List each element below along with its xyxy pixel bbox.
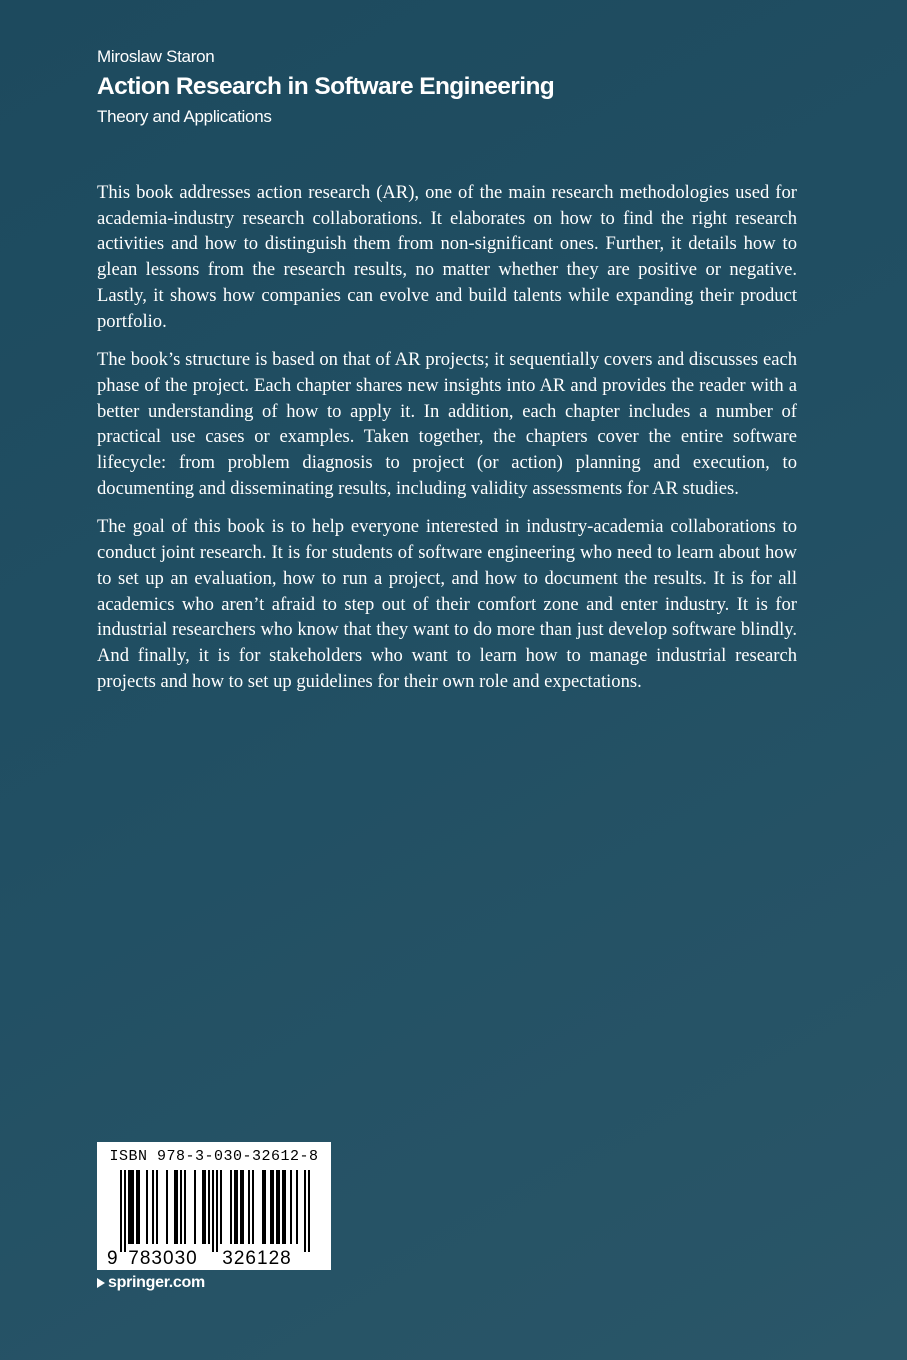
barcode-bar	[128, 1170, 130, 1244]
barcode-digits-right: 326128	[222, 1248, 292, 1268]
barcode-bar	[236, 1170, 238, 1244]
barcode-bars	[120, 1170, 310, 1252]
blurb-paragraph-3: The goal of this book is to help everyone interested in industry-academia collaborations to conduct joint research. It is for students of software engineering who need to learn about how to set up an evaluation, how to run a project, and how to document the results. It is for all academics who aren’t afraid to step out of their comfort zone and enter industry. It is for industrial researchers who know that they want to do more than just develop software blindly. And finally, it is for stakeholders who want to learn how to manage industrial research projects and how to set up guidelines for their own role and expectations.	[97, 516, 797, 692]
barcode-bar	[124, 1170, 126, 1252]
barcode-bar	[284, 1170, 286, 1244]
blurb-paragraph-1: This book addresses action research (AR), one of the main research methodologies used for academia-industry research collaborations. It elaborates on how to find the right research activities and how to distinguish them from non-significant ones. Further, it details how to glean lessons from the research results, no matter whether they are positive or negative. Lastly, it shows how companies can evolve and build talents while expanding their product portfolio.	[97, 182, 797, 332]
barcode-bar	[184, 1170, 186, 1244]
barcode-bar	[212, 1170, 214, 1252]
author-name: Miroslaw Staron	[97, 47, 215, 66]
barcode-bar	[176, 1170, 178, 1244]
barcode-bar	[262, 1170, 264, 1244]
blurb-text	[97, 180, 797, 707]
blurb-paragraph-2: The book’s structure is based on that of AR projects; it sequentially covers and discusses each phase of the project. Each chapter shares new insights into AR and provides the reader with a better understanding of how to apply it. In addition, each chapter includes a number of practical use cases or examples. Taken together, the chapters cover the entire software lifecycle: from problem diagnosis to project (or action) planning and execution, to documenting and disseminating results, including validity assessments for AR studies.	[97, 349, 797, 499]
barcode-bar	[130, 1170, 132, 1244]
barcode-box	[97, 1142, 331, 1270]
barcode-bar	[264, 1170, 266, 1244]
barcode-bar	[230, 1170, 232, 1244]
publisher-label: springer.com	[108, 1274, 205, 1291]
barcode-digits-left: 783030	[128, 1248, 198, 1268]
cover-header	[97, 44, 817, 130]
barcode-bar	[120, 1170, 122, 1252]
barcode-bar	[166, 1170, 168, 1244]
barcode-bar	[252, 1170, 254, 1244]
barcode-bar	[278, 1170, 280, 1244]
barcode-bar	[234, 1170, 236, 1244]
barcode-bar	[220, 1170, 222, 1244]
barcode-bar	[216, 1170, 218, 1252]
barcode-bar	[240, 1170, 242, 1244]
book-subtitle: Theory and Applications	[97, 107, 272, 126]
barcode-bar	[136, 1170, 138, 1244]
barcode-bar	[174, 1170, 176, 1244]
barcode-bar	[132, 1170, 134, 1244]
barcode-bar	[156, 1170, 158, 1244]
isbn-label: ISBN 978-3-030-32612-8	[109, 1148, 319, 1165]
barcode-bar	[146, 1170, 148, 1244]
barcode-bar	[194, 1170, 196, 1244]
barcode-bar	[248, 1170, 250, 1244]
barcode-bar	[290, 1170, 292, 1244]
barcode-bar	[202, 1170, 204, 1244]
book-title: Action Research in Software Engineering	[97, 73, 555, 100]
publisher-link[interactable]	[97, 1274, 205, 1292]
barcode-digit-lead: 9	[107, 1248, 118, 1268]
barcode-bar	[270, 1170, 272, 1244]
barcode-bar	[138, 1170, 140, 1244]
arrow-right-icon	[97, 1278, 105, 1288]
barcode-bar	[180, 1170, 182, 1244]
barcode-image	[105, 1170, 323, 1268]
barcode-bar	[272, 1170, 274, 1244]
barcode-bar	[208, 1170, 210, 1244]
barcode-bar	[152, 1170, 154, 1244]
barcode-bar	[276, 1170, 278, 1244]
barcode-bar	[308, 1170, 310, 1252]
barcode-bar	[304, 1170, 306, 1252]
barcode-bar	[204, 1170, 206, 1244]
barcode-bar	[282, 1170, 284, 1244]
barcode-bar	[242, 1170, 244, 1244]
barcode-bar	[296, 1170, 298, 1244]
